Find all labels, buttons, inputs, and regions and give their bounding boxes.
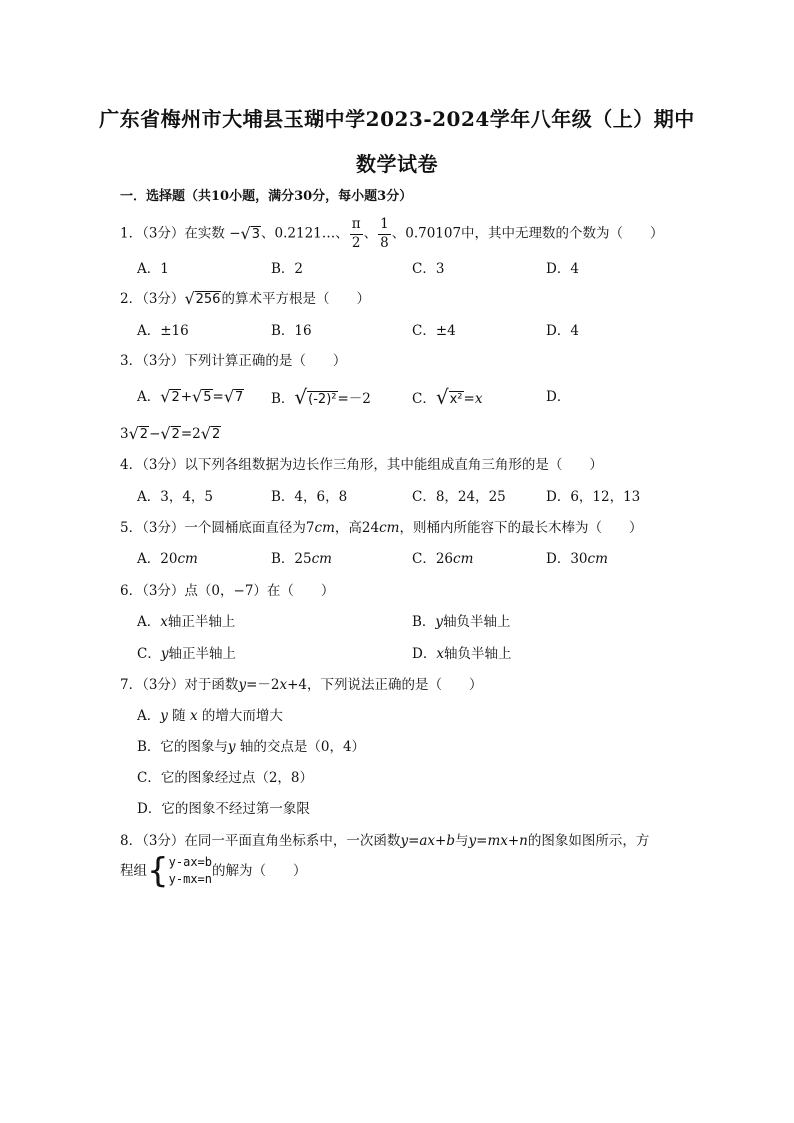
question-2-option-b: B．16 — [271, 323, 312, 339]
question-6-stem: 6．（3分）点（0，−7）在（ ） — [120, 583, 335, 599]
coefficient: 3 — [120, 426, 129, 442]
question-1-option-c: C．3 — [412, 261, 445, 277]
question-7-option-c: C．它的图象经过点（2，8） — [137, 770, 314, 786]
question-5-option-d — [546, 550, 608, 568]
function-1: y=ax+b — [400, 833, 455, 849]
option-text: 的增大而增大 — [197, 708, 283, 724]
unit-cm: cm — [314, 520, 335, 536]
question-7-option-a — [137, 707, 283, 725]
option-label: B． — [271, 391, 295, 407]
option-label: C． — [137, 646, 161, 662]
radical-sign-icon: √ — [200, 424, 211, 443]
question-4-option-c: C．8，24，25 — [412, 489, 506, 505]
sqrt-2 — [160, 388, 180, 407]
equation-row-1: y-ax=b — [168, 855, 212, 869]
question-7-text-a: 7．（3分）对于函数 — [120, 677, 239, 693]
question-4-stem: 4．（3分）以下列各组数据为边长作三角形，其中能组成直角三角形的是（ ） — [120, 457, 603, 473]
option-text: B．它的图象与 — [137, 739, 228, 755]
radical-sign-icon: √ — [128, 424, 139, 443]
radicand: 256 — [195, 292, 221, 307]
variable-y: y — [227, 739, 236, 755]
question-1-option-b: B．2 — [271, 261, 304, 277]
sqrt-neg2-squared — [294, 385, 337, 409]
radical-sign-icon: √ — [223, 387, 235, 406]
equals-two: =2 — [180, 426, 201, 442]
question-8-stem-line2 — [120, 851, 307, 891]
question-3-stem: 3．（3分）下列计算正确的是（ ） — [120, 353, 347, 369]
option-text: 轴正半轴上 — [168, 646, 236, 662]
radicand: 2 — [139, 427, 149, 442]
question-1-text-b: 、0.2121…、 — [261, 225, 349, 242]
question-7-option-b — [137, 738, 365, 756]
fraction-numerator: π — [350, 218, 363, 235]
sqrt-2 — [160, 425, 180, 444]
question-8-stem-line1 — [120, 832, 649, 850]
left-brace-icon: { — [147, 851, 169, 891]
question-5-option-c — [412, 550, 473, 568]
minus-sign: − — [149, 426, 161, 442]
question-3-option-c — [412, 385, 483, 409]
radicand: 3 — [251, 226, 261, 242]
radical-sign-icon: √ — [184, 289, 195, 308]
sqrt-2 — [129, 425, 149, 444]
variable: y — [160, 646, 169, 662]
question-7-eq: =－2 — [246, 677, 280, 693]
option-text: 轴负半轴上 — [443, 614, 511, 630]
sqrt-x-squared — [435, 385, 464, 409]
question-1-stem — [120, 218, 664, 250]
question-8-line2-b: 的解为（ ） — [212, 863, 307, 879]
question-7-text-b: +4，下列说法正确的是（ ） — [287, 677, 483, 693]
question-4-option-b: B．4，6，8 — [271, 489, 348, 505]
radicand: 2 — [171, 390, 180, 405]
question-3-option-d — [120, 425, 221, 444]
question-3-option-d-label: D． — [546, 389, 571, 405]
question-8-text-c: 的图象如图所示，方 — [527, 833, 650, 849]
radical-sign-icon: √ — [192, 387, 203, 406]
radical-sign-icon: √ — [435, 385, 449, 409]
question-2-option-c: C．±4 — [412, 323, 456, 339]
unit-cm: cm — [453, 551, 474, 567]
variable: x — [436, 646, 444, 662]
question-6-option-a — [137, 613, 235, 631]
option-label: A． — [137, 708, 161, 724]
option-text: 随 — [167, 708, 190, 724]
unit-cm: cm — [587, 551, 608, 567]
option-value: D．30 — [546, 551, 588, 567]
question-8-text-b: 与 — [455, 833, 469, 849]
plus-sign: + — [180, 389, 193, 405]
radical-sign-icon: √ — [160, 424, 171, 443]
equals-sign: = — [212, 389, 224, 405]
option-label: A． — [137, 389, 161, 405]
paper-title-line2: 数学试卷 — [356, 152, 438, 176]
option-label: D． — [412, 646, 437, 662]
radical-sign-icon: √ — [294, 385, 308, 409]
radical-sign-icon: √ — [240, 223, 251, 243]
option-label: A． — [137, 614, 161, 630]
equation-row-2: y-mx=n — [168, 872, 212, 886]
radicand: 2 — [171, 427, 180, 442]
question-4-option-a: A．3，4，5 — [137, 489, 214, 505]
option-text: 轴的交点是（0，4） — [235, 739, 366, 755]
sqrt-3 — [241, 225, 261, 244]
sqrt-256 — [184, 290, 221, 309]
radicand: 7 — [235, 390, 244, 405]
question-2-option-d: D．4 — [546, 323, 579, 339]
fraction-numerator: 1 — [378, 218, 391, 235]
sqrt-7 — [224, 388, 244, 407]
question-7-option-d: D．它的图象不经过第一象限 — [137, 801, 310, 817]
function-2: y=mx+n — [468, 833, 528, 849]
variable: x — [160, 614, 168, 630]
variable-x: x — [279, 677, 288, 693]
unit-cm: cm — [311, 551, 332, 567]
question-6-option-d — [412, 645, 511, 663]
fraction-denominator: 2 — [351, 234, 361, 251]
question-3-option-b — [271, 385, 371, 409]
question-8-text-a: 8．（3分）在同一平面直角坐标系中，一次函数 — [120, 833, 401, 849]
option-value: A．20 — [137, 551, 178, 567]
radicand: x² — [449, 392, 463, 407]
question-8-line2-a: 程组 — [120, 863, 147, 879]
question-1-text-c: 、 — [363, 225, 378, 242]
sqrt-2 — [201, 425, 221, 444]
option-text: 轴正半轴上 — [167, 614, 236, 630]
radicand: 5 — [203, 390, 212, 405]
variable-x: x — [189, 708, 198, 724]
radical-sign-icon: √ — [160, 387, 171, 406]
option-b-result: =－2 — [337, 391, 371, 407]
question-1-text-a: 1．（3分）在实数 − — [120, 225, 241, 242]
unit-cm: cm — [379, 520, 400, 536]
unit-cm: cm — [177, 551, 198, 567]
radicand: (-2)² — [308, 392, 337, 407]
option-value: C．26 — [412, 551, 454, 567]
equals-sign: = — [463, 391, 475, 407]
question-5-option-b — [271, 550, 332, 568]
equation-system — [147, 851, 212, 891]
variable-y: y — [160, 708, 168, 724]
question-1-option-d: D．4 — [546, 261, 579, 277]
paper-title-line1: 广东省梅州市大埔县玉瑚中学2023-2024学年八年级（上）期中 — [99, 107, 695, 131]
option-text: 轴负半轴上 — [443, 646, 512, 662]
radicand: 2 — [211, 427, 221, 442]
section-heading: 一．选择题（共10小题，满分30分，每小题3分） — [120, 189, 413, 204]
question-2-option-a: A．±16 — [137, 323, 189, 339]
variable-x: x — [474, 391, 483, 407]
question-5-text-a: 5．（3分）一个圆桶底面直径为7 — [120, 520, 315, 536]
question-6-option-c — [137, 645, 236, 663]
fraction-pi-over-2 — [350, 218, 363, 250]
question-5-text-c: ，则桶内所能容下的最长木棒为（ ） — [399, 520, 643, 536]
question-3-option-a — [137, 388, 244, 407]
option-label: C． — [412, 391, 436, 407]
question-6-option-b — [412, 613, 511, 631]
variable: y — [435, 614, 444, 630]
question-2-text-a: 2．（3分） — [120, 291, 185, 307]
option-label: B． — [412, 614, 436, 630]
question-1-text-d: 、0.70107中，其中无理数的个数为（ ） — [391, 225, 664, 242]
sqrt-5 — [192, 388, 212, 407]
question-2-stem — [120, 290, 370, 309]
fraction-denominator: 8 — [380, 234, 389, 251]
equation-rows — [169, 854, 212, 888]
question-4-option-d: D．6，12，13 — [546, 489, 641, 505]
variable-y: y — [238, 677, 247, 693]
question-5-text-b: ，高24 — [334, 520, 380, 536]
question-7-stem — [120, 676, 483, 694]
question-2-text-b: 的算术平方根是（ ） — [221, 291, 370, 307]
fraction-1-over-8 — [378, 218, 391, 250]
question-1-option-a: A．1 — [137, 261, 169, 277]
question-5-option-a — [137, 550, 198, 568]
option-value: B．25 — [271, 551, 312, 567]
question-5-stem — [120, 519, 642, 537]
